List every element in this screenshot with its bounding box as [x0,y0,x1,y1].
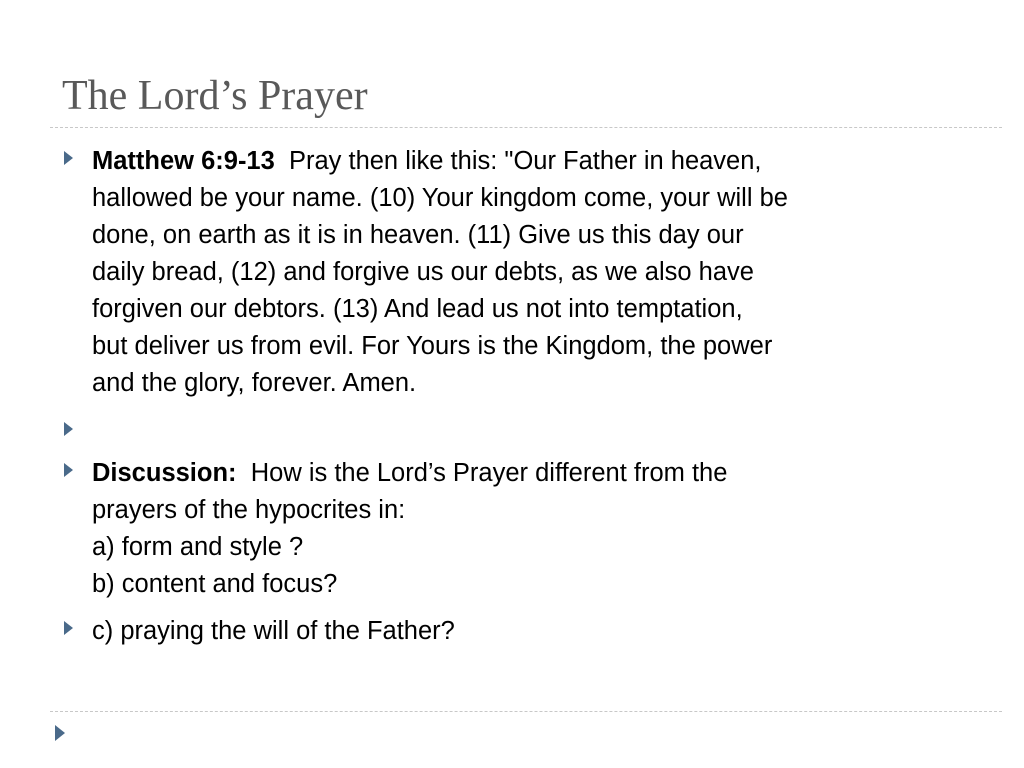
discussion-text: a) form and style ? [92,533,304,561]
bullet-line [92,455,962,492]
scripture-text: daily bread, (12) and forgive us our debts, as we also have [92,258,754,286]
bullet-label: Discussion: [92,459,237,487]
discussion-text: How is the Lord’s Prayer different from the [250,459,728,487]
bullet-label: Matthew 6:9-13 [92,147,275,175]
scripture-text: done, on earth as it is in heaven. (11) Give us this day our [92,221,744,249]
bullet-arrow-icon [64,422,73,436]
scripture-text: but deliver us from evil. For Yours is the Kingdom, the power [92,332,773,360]
discussion-text: b) content and focus? [92,570,338,598]
bullet-line [92,143,962,180]
scripture-text: and the glory, forever. Amen. [92,369,417,397]
item-c-text: c) praying the will of the Father? [92,617,455,645]
bullet-arrow-icon [64,151,73,165]
title-divider [50,127,1002,128]
bullet-text [92,455,962,603]
corner-arrow-icon [55,725,65,741]
scripture-text: hallowed be your name. (10) Your kingdom come, your will be [92,184,788,212]
bullet-text [92,143,962,402]
scripture-text: Pray then like this: "Our Father in heaven, [288,147,762,175]
bullet-text [92,613,962,650]
footer-divider [50,711,1002,712]
discussion-text: prayers of the hypocrites in: [92,496,406,524]
slide-title: The Lord’s Prayer [62,73,368,119]
bullet-arrow-icon [64,621,73,635]
bullet-arrow-icon [64,463,73,477]
scripture-text: forgiven our debtors. (13) And lead us not into temptation, [92,295,743,323]
